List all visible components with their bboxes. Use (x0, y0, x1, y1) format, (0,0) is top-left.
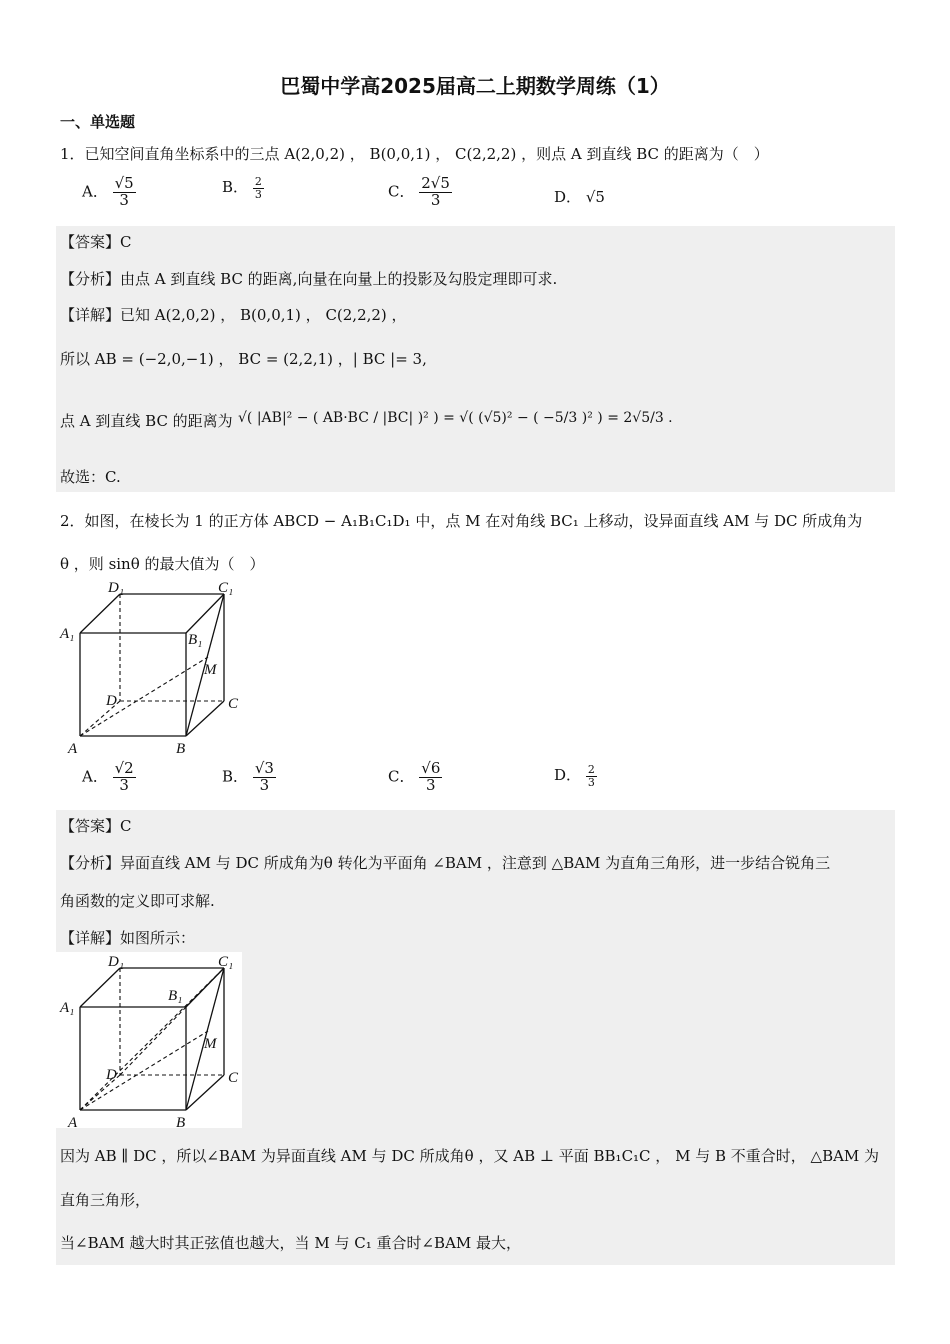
fraction (419, 761, 442, 794)
edge-a1d1 (80, 594, 120, 633)
q1-analysis: 【分析】由点 A 到直线 BC 的距离,向量在向量上的投影及勾股定理即可求. (60, 270, 558, 288)
edge-bc (186, 1075, 224, 1110)
q1-detail-1: 【详解】已知 A(2,0,2) ， B(0,0,1) ， C(2,2,2) ， (60, 306, 407, 324)
numerator: 2 (587, 763, 595, 776)
section-heading: 一、单选题 (60, 113, 136, 131)
label-b: B (176, 741, 186, 757)
label-d1: D₁ (108, 580, 125, 596)
numerator: √5 (114, 174, 134, 192)
numerator: 2 (254, 175, 262, 188)
label-b1: B₁ (168, 988, 183, 1004)
segment-ac1 (80, 968, 224, 1110)
numerator: √3 (254, 759, 274, 777)
q1-conclusion: 故选：C. (60, 468, 121, 486)
label-a1: A₁ (60, 1000, 75, 1016)
q1-distance-formula: √( |AB|² − ( AB·BC / |BC| )² ) = √( (√5)² − ( −5/3 )² ) = 2√5/3 . (238, 410, 673, 426)
q2-reason-3: 当∠BAM 越大时其正弦值也越大，当 M 与 C₁ 重合时∠BAM 最大， (60, 1234, 522, 1252)
label-c1: C₁ (218, 580, 234, 596)
q1-option-a (82, 176, 136, 209)
q2-answer: 【答案】C (60, 817, 132, 835)
numerator: 2√5 (421, 174, 450, 192)
denominator: 3 (587, 775, 595, 789)
q1-option-b (222, 176, 264, 200)
q2-stem-2: θ ，则 sinθ 的最大值为（ ） (60, 555, 265, 573)
q1-detail-2: 所以 AB = (−2,0,−1) ， BC = (2,2,1) ，| BC |= 3, (60, 350, 427, 368)
fraction (586, 764, 597, 788)
q1-option-c (388, 176, 452, 209)
denominator: 3 (254, 187, 262, 201)
option-label: D． (554, 188, 582, 206)
label-b1: B₁ (188, 632, 203, 648)
fraction (253, 176, 264, 200)
option-value: √5 (585, 188, 605, 206)
page-title: 巴蜀中学高2025届高二上期数学周练（1） (280, 74, 670, 98)
denominator: 3 (119, 775, 129, 794)
option-label: C． (388, 767, 415, 786)
solution-cube-figure (58, 952, 248, 1132)
label-m: M (204, 662, 217, 678)
denominator: 3 (426, 775, 436, 794)
label-d: D (106, 693, 117, 709)
denominator: 3 (119, 190, 129, 209)
option-label: A． (82, 767, 108, 786)
fraction (113, 761, 136, 794)
fraction (253, 761, 276, 794)
denominator: 3 (430, 190, 441, 209)
q2-reason-2: 直角三角形， (60, 1191, 151, 1209)
option-label: C． (388, 182, 415, 201)
numerator: √2 (114, 759, 134, 777)
label-c: C (228, 1070, 239, 1086)
option-label: D． (554, 766, 582, 785)
q2-stem-1: 2．如图，在棱长为 1 的正方体 ABCD − A₁B₁C₁D₁ 中，点 M 在对角线 BC₁ 上移动，设异面直线 AM 与 DC 所成角为 (60, 512, 863, 530)
q2-analysis-2: 角函数的定义即可求解. (60, 892, 215, 910)
q2-option-d (554, 764, 597, 788)
q2-option-b (222, 761, 276, 794)
q1-stem: 1．已知空间直角坐标系中的三点 A(2,0,2) ， B(0,0,1) ， C(2,2,2) ，则点 A 到直线 BC 的距离为（ ） (60, 145, 769, 163)
q1-detail-3-prefix: 点 A 到直线 BC 的距离为 (60, 412, 233, 430)
label-a: A (68, 741, 78, 757)
fraction (419, 176, 452, 209)
label-a: A (68, 1115, 78, 1131)
denominator: 3 (259, 775, 270, 794)
edge-bc (186, 701, 224, 736)
q1-answer: 【答案】C (60, 233, 132, 251)
q2-analysis-1: 【分析】异面直线 AM 与 DC 所成角为θ 转化为平面角 ∠BAM ，注意到 △BAM 为直角三角形，进一步结合锐角三 (60, 854, 831, 872)
option-label: B． (222, 767, 249, 786)
label-d1: D₁ (108, 954, 125, 970)
label-d: D (106, 1067, 117, 1083)
label-c: C (228, 696, 239, 712)
numerator: √6 (421, 759, 441, 777)
label-a1: A₁ (60, 626, 75, 642)
option-label: A． (82, 182, 108, 201)
q2-option-c (388, 761, 442, 794)
segment-dc1 (120, 968, 224, 1075)
q1-option-d (554, 186, 605, 207)
q2-option-a (82, 761, 136, 794)
fraction (113, 176, 136, 209)
label-m: M (204, 1036, 217, 1052)
q2-detail-intro: 【详解】如图所示： (60, 929, 196, 947)
label-c1: C₁ (218, 954, 234, 970)
option-label: B． (222, 178, 249, 197)
label-b: B (176, 1115, 186, 1131)
cube-figure (58, 578, 248, 758)
edge-a1d1 (80, 968, 120, 1007)
q2-reason-1: 因为 AB ∥ DC ，所以∠BAM 为异面直线 AM 与 DC 所成角θ ，又 AB ⊥ 平面 BB₁C₁C ， M 与 B 不重合时， △BAM 为 (60, 1147, 880, 1165)
